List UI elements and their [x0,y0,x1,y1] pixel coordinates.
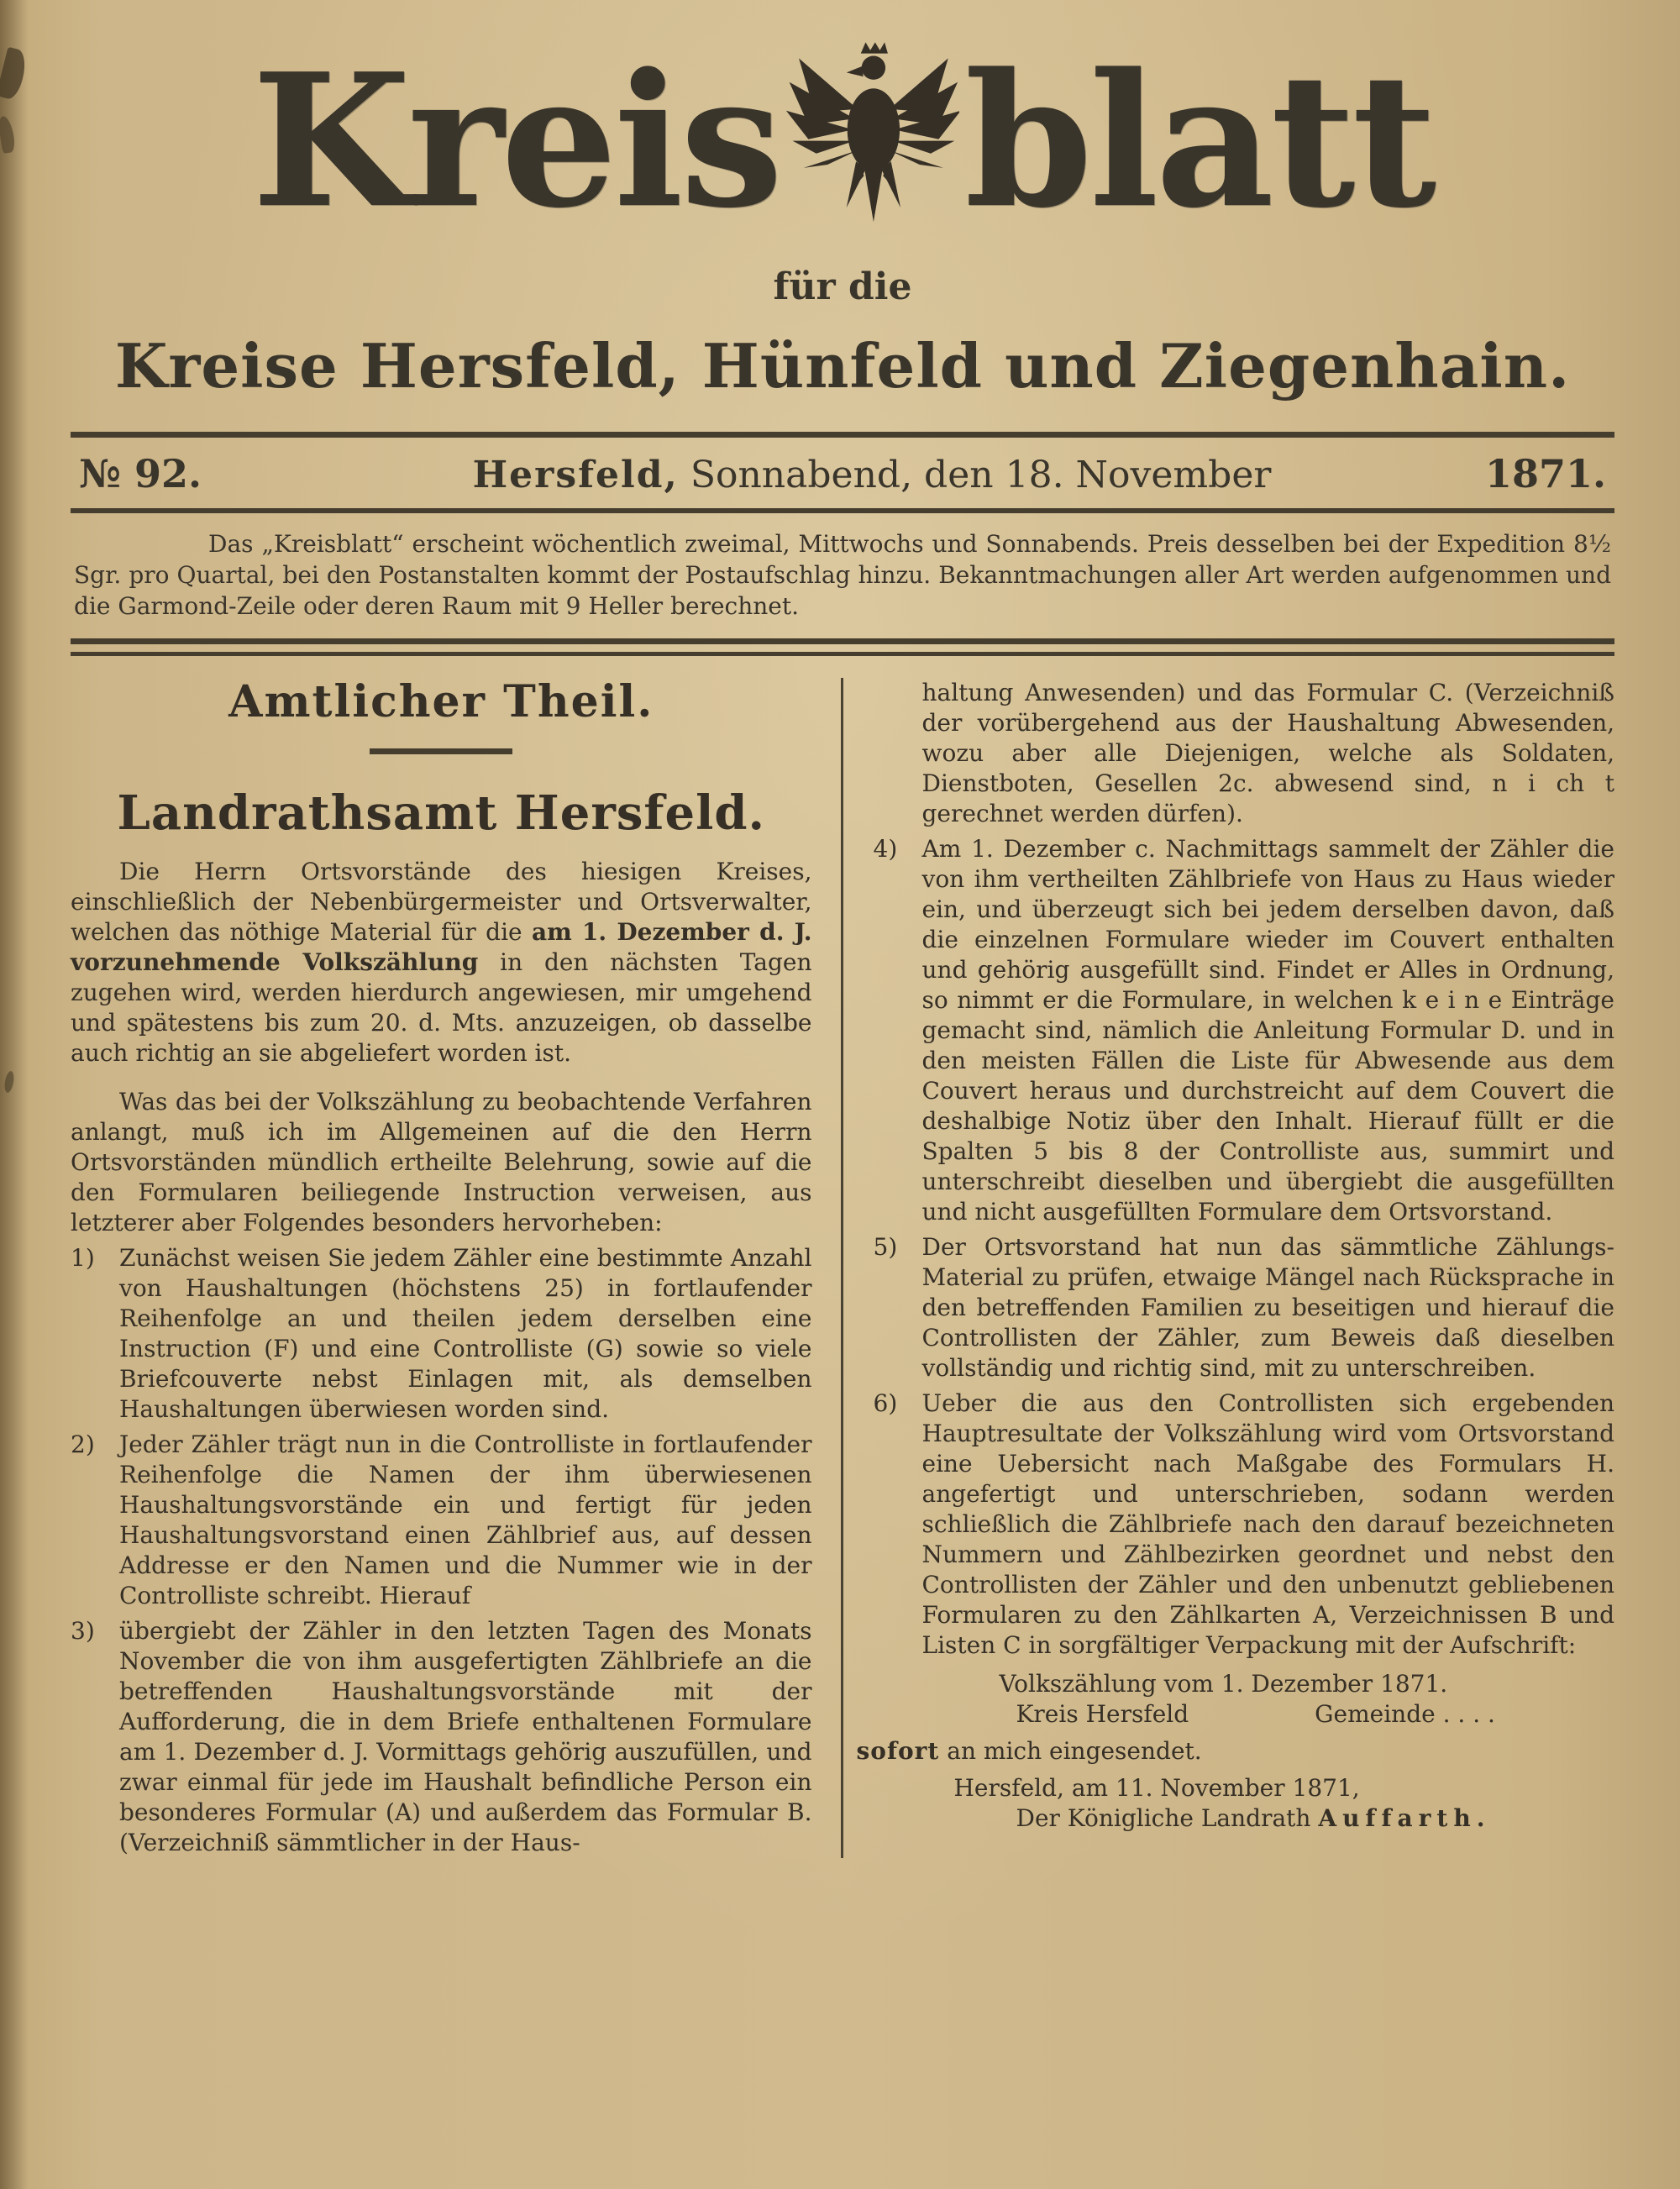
left-column [71,678,841,1858]
list-item-number: 4) [873,835,898,863]
list-item [874,834,1615,1227]
list-item-number: 1) [71,1244,95,1272]
instruction-rest: an mich eingesendet. [939,1737,1202,1765]
dateline-bar [71,432,1614,513]
dateline-center [306,454,1438,496]
dateline-date: Sonnabend, den 18. November [678,454,1272,496]
instruction-line [857,1736,1615,1766]
dateline-year: 1871. [1484,451,1606,496]
continuation-paragraph: haltung Anwesenden) und das Formular C. (Verzeichniß der vorübergehend aus der Haushaltung Abwesenden, wozu aber alle Diejenigen, welche als Soldaten, Dienstboten, Gesellen 2c. abwesend sind, n i ch t gerechnet werden dürfen). [921,679,1614,827]
list-item [71,1430,812,1611]
double-rule [71,638,1614,656]
list-item-text: Jeder Zähler trägt nun in die Controlliste in fortlaufender Reihenfolge die Namen der ihm überwiesenen Haushaltungsvorstände ein und fertigt für jeden Haushaltungsvorstand einen Zählbrief aus, auf dessen Addresse er den Namen und die Nummer wie in der Controlliste schreibt. Hierauf [119,1430,812,1609]
masthead-title-row [71,33,1614,249]
list-item-text: übergiebt der Zähler in den letzten Tagen des Monats November die von ihm ausgefertigten Zählbriefe an die betreffenden Haushaltungsvorstände mit der Aufforderung, die in dem Briefe enthaltenen Formulare am 1. Dezember d. J. Vormittags gehörig auszufüllen, und zwar einmal für jede im Haushalt befindliche Person ein besonderes Formular (A) und außerdem das Formular B. (Verzeichniß sämmtlicher in der Haus- [119,1617,812,1856]
issue-number: № 92. [79,451,202,496]
prussian-eagle-icon [785,40,959,232]
masthead [71,33,1614,402]
masthead-subtitle-large: Kreise Hersfeld, Hünfeld und Ziegenhain. [114,330,1571,402]
dateline-place: Hersfeld, [472,454,679,496]
list-item-number: 2) [71,1430,95,1458]
heading-divider [370,748,512,754]
list-item-text: Der Ortsvorstand hat nun das sämmtliche Zählungs-Material zu prüfen, etwaige Mängel nach Rücksprache in den betreffenden Familien zu beseitigen und hierauf die Controllisten der Zähler, zum Beweis daß dieselben vollständig und richtig sind, mit zu unterschreiben. [921,1233,1614,1382]
parcel-label-gemeinde: Gemeinde . . . . [1315,1700,1495,1728]
paragraph-text: Die Herrn Ortsvorstände des hiesigen Kreises, einschließlich der Nebenbürgermeister und Ortsverwalter, welchen das nöthige Material für die [71,858,812,946]
paragraph-text: in den nächsten Tagen zugehen wird, werden hierdurch angewiesen, mir umgehend und spätestens bis zum 20. d. Mts. anzuzeigen, ob dasselbe auch richtig an sie abgeliefert worden ist. [71,948,812,1067]
imprint-notice: Das „Kreisblatt“ erscheint wöchentlich zweimal, Mittwochs und Sonnabends. Preis desselben bei der Expedition 8½ Sgr. pro Quartal, bei den Postanstalten kommt der Postaufschlag hinzu. Bekanntmachungen aller Art werden aufgenommen und die Garmond-Zeile oder deren Raum mit 9 Heller berechnet. [74,530,1611,620]
article-columns [71,678,1614,1858]
paragraph-bold-text: am 1. Dezember d. J. vorzunehmende Volkszählung [71,918,812,976]
closing-dateline: Hersfeld, am 11. November 1871, [953,1774,1360,1802]
list-item [71,1243,812,1425]
parcel-label-line: Volkszählung vom 1. Dezember 1871. [999,1670,1448,1698]
parcel-label-kreis: Kreis Hersfeld [1016,1700,1189,1728]
paragraph [71,857,812,1068]
list-item [874,1388,1615,1661]
list-item [874,1232,1615,1383]
masthead-title-left: Kreis [251,33,780,249]
list-item-text: Ueber die aus den Controllisten sich ergebenden Hauptresultate der Volkszählung wird vom Ortsvorstand eine Uebersicht nach Maßgabe des Formulars H. angefertigt und unterschrieben, sodann werden schließlich die Zählbriefe nach den darauf bezeichneten Nummern und Zählbezirken geordnet und nebst den Controllisten der Zähler und den unbenutzt gebliebenen Formularen zu den Zählkarten A, Verzeichnissen B und Listen C in sorgfältiger Verpackung mit der Aufschrift: [921,1389,1614,1659]
list-item-number: 6) [873,1389,898,1417]
right-column [841,678,1615,1858]
list-item-number: 3) [71,1617,95,1645]
closing-signature [874,1803,1615,1834]
instruction-bold: sofort [856,1737,940,1765]
parcel-label-line [874,1699,1615,1730]
signature-title: Der Königliche Landrath [1016,1804,1319,1832]
list-item-text: Am 1. Dezember c. Nachmittags sammelt der Zähler die von ihm vertheilten Zählbriefe von Haus zu Haus wieder ein, und überzeugt sich bei jedem derselben davon, daß die einzelnen Formulare wieder im Couvert enthalten und gehörig ausgefüllt sind. Findet er Alles in Ordnung, so nimmt er die Formulare, in welchen k e i n e Einträge gemacht sind, nämlich die Anleitung Formular D. und in den meisten Fällen die Liste für Abwesende aus dem Couvert heraus und durchstreicht auf dem Couvert die deshalbige Notiz über den Inhalt. Hierauf füllt er die Spalten 5 bis 8 der Controlliste aus, summirt und unterschreibt dieselben und übergiebt die ausgefüllten und nicht ausgefüllten Formulare dem Ortsvorstand. [921,835,1614,1226]
list-item-number: 5) [873,1233,898,1261]
masthead-title-right: blatt [964,33,1434,249]
signature-name: Auffarth. [1318,1804,1491,1832]
masthead-subtitle-small: für die [773,265,912,308]
section-heading: Amtlicher Theil. [228,676,654,727]
list-item-text: Zunächst weisen Sie jedem Zähler eine bestimmte Anzahl von Haushaltungen (höchstens 25) in fortlaufender Reihenfolge an und theilen jedem derselben eine Instruction (F) und eine Controlliste (G) sowie so viele Briefcouverte nebst Einlagen mit, als demselben Haushaltungen überwiesen worden sind. [119,1244,812,1423]
article-heading: Landrathsamt Hersfeld. [117,785,766,841]
list-item [71,1616,812,1858]
paragraph: Was das bei der Volkszählung zu beobachtende Verfahren anlangt, muß ich im Allgemeinen auf die den Herrn Ortsvorständen mündlich ertheilte Belehrung, sowie auf die den Formularen beiliegende Instruction verweisen, aus letzterer aber Folgendes besonders hervorheben: [71,1088,812,1236]
